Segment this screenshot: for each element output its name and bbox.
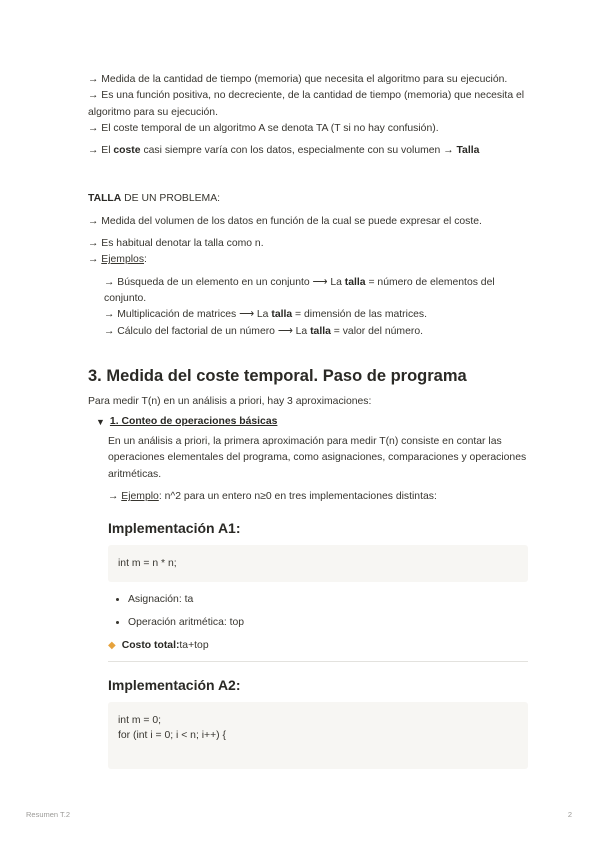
toggle-body <box>88 434 528 769</box>
toggle-title[interactable]: 1. Conteo de operaciones básicas <box>109 416 278 428</box>
impl-a1-total: ◆ Costo total: ta+top <box>108 640 209 652</box>
example-line: → Ejemplo: n^2 para un entero n≥0 en tres implementaciones distintas: <box>108 491 437 503</box>
toggle-conteo[interactable] <box>88 414 528 430</box>
impl-a1-bullets <box>108 592 528 630</box>
section-3-intro: Para medir T(n) en un análisis a priori, hay 3 aproximaciones: <box>88 395 372 407</box>
ejemplos-link[interactable]: Ejemplos <box>101 254 145 266</box>
talla-item-1: → Medida del volumen de los datos en función de la cual se puede expresar el coste. <box>88 215 482 227</box>
list-item: • Asignación: ta <box>128 592 528 607</box>
talla-example-3: → Cálculo del factorial de un número ⟶ La talla = valor del número. <box>104 325 423 337</box>
intro-line-4: → El coste casi siempre varía con los datos, especialmente con su volumen → Talla <box>88 145 480 157</box>
impl-a1-code-block[interactable] <box>108 545 528 582</box>
code-line: for (int i = 0; i < n; i++) { <box>118 730 227 742</box>
code-line: int m = 0; <box>118 715 162 727</box>
impl-a2-title: Implementación A2: <box>108 677 241 694</box>
talla-item-3: → Ejemplos: <box>88 254 147 266</box>
talla-example-2: → Multiplicación de matrices ⟶ La talla = dimensión de las matrices. <box>104 309 428 321</box>
impl-a2-code-block[interactable] <box>108 702 528 769</box>
toggle-text: En un análisis a priori, la primera aproximación para medir T(n) consiste en contar las operaciones elementales del programa, como asignaciones, comparaciones y operaciones aritméticas. <box>108 436 527 480</box>
list-item: • Operación aritmética: top <box>128 615 528 630</box>
footer-title: Resumen T.2 <box>26 810 71 819</box>
talla-item-2: → Es habitual denotar la talla como n. <box>88 238 264 250</box>
page-number: 2 <box>567 810 572 819</box>
diamond-icon: ◆ <box>108 640 116 652</box>
intro-line-1: → Medida de la cantidad de tiempo (memoria) que necesita el algoritmo para su ejecución. <box>88 74 508 85</box>
toggle-triangle-icon[interactable]: ▼ <box>96 417 105 428</box>
intro-line-3: → El coste temporal de un algoritmo A se denota TA (T si no hay confusión). <box>88 122 439 134</box>
code-line: int m = n * n; <box>118 558 177 570</box>
section-3-title: 3. Medida del coste temporal. Paso de programa <box>88 366 467 385</box>
talla-example-1: → Búsqueda de un elemento en un conjunto ⟶ La talla = número de elementos del conjunto. <box>104 276 495 304</box>
page-content <box>88 72 528 769</box>
ejemplo-link[interactable]: Ejemplo <box>121 491 159 503</box>
divider <box>108 661 528 662</box>
talla-heading: TALLA DE UN PROBLEMA: <box>88 193 221 205</box>
intro-line-2: → Es una función positiva, no decreciente, de la cantidad de tiempo (memoria) que necesita el algoritmo para su ejecución. <box>88 90 525 118</box>
impl-a1-title: Implementación A1: <box>108 520 241 537</box>
